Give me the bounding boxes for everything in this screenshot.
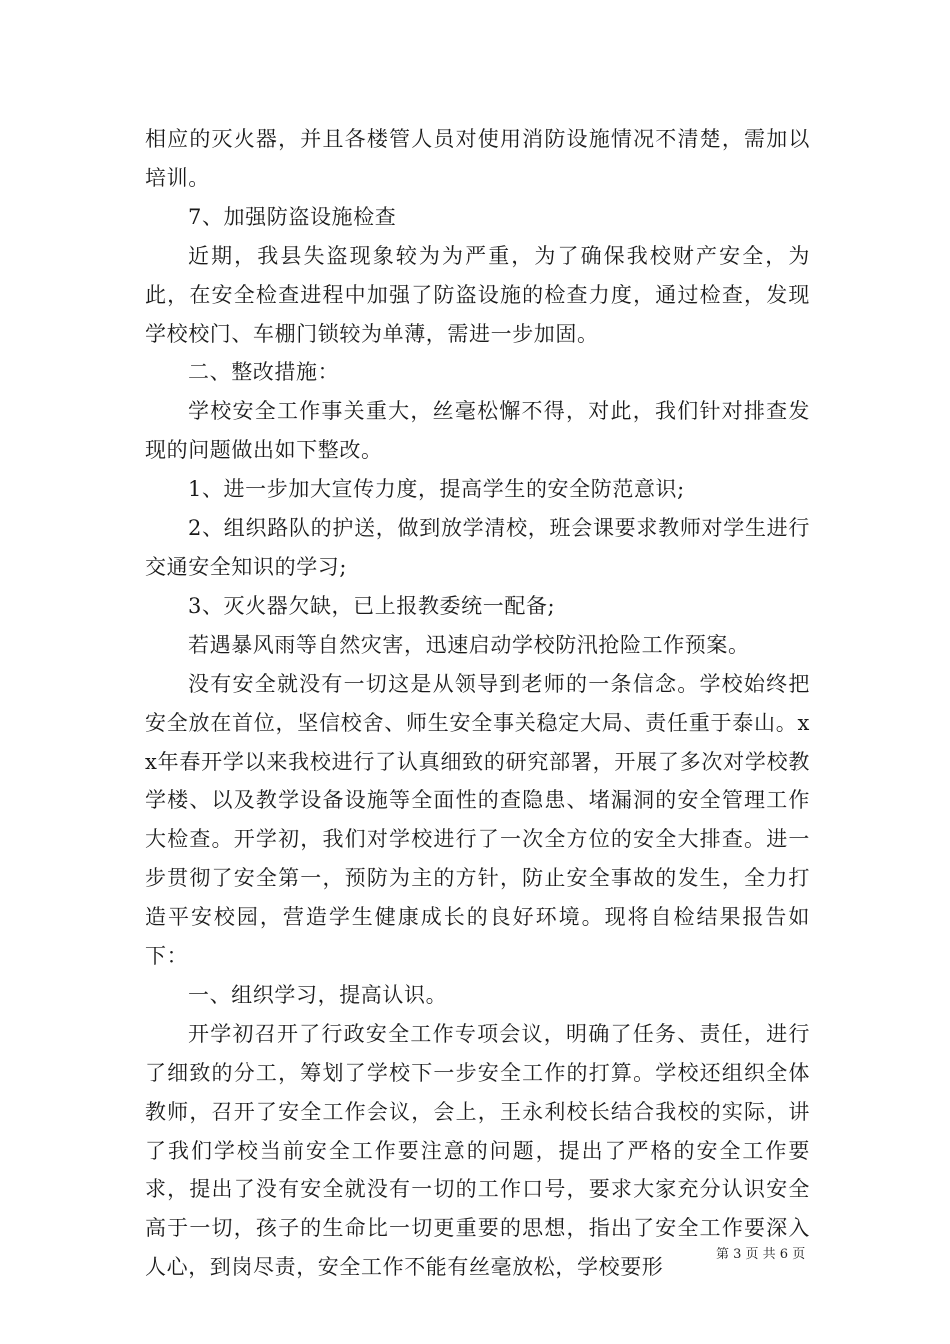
paragraph-12: 开学初召开了行政安全工作专项会议，明确了任务、责任，进行了细致的分工，筹划了学校下一步安全工作的打算。学校还组织全体教师，召开了安全工作会议，会上，王永利校长结合我校的实际，讲了我们学校当前安全工作要注意的问题，提出了严格的安全工作要求，提出了没有安全就没有一切的工作口号，要求大家充分认识安全高于一切，孩子的生命比一切更重要的思想，指出了安全工作要深入人心，到岗尽责，安全工作不能有丝毫放松，学校要形 [145,1021,810,1280]
body-text [145,120,810,1287]
paragraph-5: 学校安全工作事关重大，丝毫松懈不得，对此，我们针对排查发现的问题做出如下整改。 [145,399,810,463]
paragraph-10: 没有安全就没有一切这是从领导到老师的一条信念。学校始终把安全放在首位，坚信校舍、师生安全事关稳定大局、责任重于泰山。xx年春开学以来我校进行了认真细致的研究部署，开展了多次对学校教学楼、以及教学设备设施等全面性的查隐患、堵漏洞的安全管理工作大检查。开学初，我们对学校进行了一次全方位的安全大排查。进一步贯彻了安全第一，预防为主的方针，防止安全事故的发生，全力打造平安校园，营造学生健康成长的良好环境。现将自检结果报告如下： [145,671,810,969]
paragraph-7: 2、组织路队的护送，做到放学清校，班会课要求教师对学生进行交通安全知识的学习; [145,516,810,579]
paragraph-6: 1、进一步加大宣传力度，提高学生的安全防范意识; [188,477,685,502]
paragraph-3: 近期，我县失盗现象较为为严重，为了确保我校财产安全，为此，在安全检查进程中加强了防盗设施的检查力度，通过检查，发现学校校门、车棚门锁较为单薄，需进一步加固。 [145,243,810,346]
paragraph-4: 二、整改措施： [188,360,340,385]
paragraph-2: 7、加强防盗设施检查 [188,204,397,229]
paragraph-11: 一、组织学习，提高认识。 [188,982,448,1007]
paragraph-9: 若遇暴风雨等自然灾害，迅速启动学校防汛抢险工作预案。 [188,632,750,657]
paragraph-1: 相应的灭火器，并且各楼管人员对使用消防设施情况不清楚，需加以培训。 [145,127,810,190]
paragraph-8: 3、灭火器欠缺，已上报教委统一配备; [188,593,556,618]
page-number-footer: 第 3 页 共 6 页 [716,1247,806,1262]
